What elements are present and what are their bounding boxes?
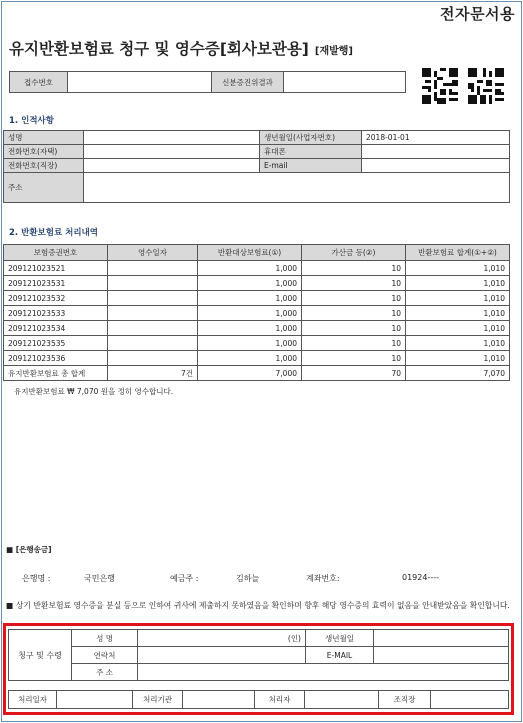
receipt-date	[108, 306, 198, 321]
title-sub: [재발행]	[314, 46, 353, 57]
account-number-value: 01924----	[402, 573, 439, 582]
refund-table	[3, 244, 510, 381]
row-total: 1,010	[406, 321, 510, 336]
id-check-label: 신분증진위결과	[212, 72, 284, 93]
name-label: 성명	[4, 131, 84, 145]
claimant-birth-value	[374, 630, 509, 647]
total-row	[4, 366, 510, 381]
loss-notice: ■ 상기 반환보험료 영수증을 분실 등으로 인하여 귀사에 제출하지 못하였음을 확인하며 향후 해당 영수증의 효력이 없음을 안내받았음을 확인합니다.	[6, 601, 510, 610]
receipt-number-label: 접수번호	[10, 72, 68, 93]
col-header: 영수일자	[108, 245, 198, 261]
receipt-table	[9, 71, 406, 93]
refund-amount: 1,000	[198, 351, 302, 366]
table-row	[4, 276, 510, 291]
title-text: 유지반환보험료 청구 및 영수증[회사보관용]	[9, 40, 309, 58]
home-phone-label: 전화번호(자택)	[4, 145, 84, 159]
additional-amount: 10	[302, 306, 406, 321]
refund-header-row	[4, 245, 510, 261]
total-count: 7건	[108, 366, 198, 381]
refund-amount: 1,000	[198, 261, 302, 276]
col-header: 보험증권번호	[4, 245, 108, 261]
qr-code-icon	[468, 68, 504, 104]
address-label: 주소	[4, 173, 84, 203]
receipt-date	[108, 336, 198, 351]
page-title	[9, 37, 353, 59]
col-header: 가산금 등(②)	[302, 245, 406, 261]
refund-amount: 1,000	[198, 276, 302, 291]
bank-section-title: ■ [은행송금]	[6, 545, 52, 554]
claimant-email-label: E-MAIL	[306, 647, 374, 664]
id-check-value	[284, 72, 406, 93]
policy-number: 209121023531	[4, 276, 108, 291]
receipt-date	[108, 291, 198, 306]
table-row	[4, 351, 510, 366]
table-row	[4, 336, 510, 351]
row-total: 1,010	[406, 351, 510, 366]
claimant-address-label: 주 소	[72, 664, 138, 681]
process-org-label: 처리기관	[133, 691, 183, 709]
section2-title: 2. 반환보험료 처리내역	[9, 228, 98, 238]
work-phone-value	[84, 159, 260, 173]
row-total: 1,010	[406, 276, 510, 291]
additional-amount: 10	[302, 351, 406, 366]
table-row	[4, 306, 510, 321]
policy-number: 209121023532	[4, 291, 108, 306]
table-row	[4, 261, 510, 276]
email-label: E-mail	[260, 159, 362, 173]
additional-amount: 10	[302, 291, 406, 306]
table-row	[4, 321, 510, 336]
receipt-date	[108, 276, 198, 291]
work-phone-label: 전화번호(직장)	[4, 159, 84, 173]
receipt-statement: 유지반환보험료 ₩ 7,070 원을 정히 영수합니다.	[14, 387, 174, 396]
additional-amount: 10	[302, 336, 406, 351]
additional-amount: 10	[302, 261, 406, 276]
receipt-date	[108, 261, 198, 276]
row-total: 1,010	[406, 306, 510, 321]
grand-total: 7,070	[406, 366, 510, 381]
refund-amount: 1,000	[198, 291, 302, 306]
col-header: 반환대상보험료(①)	[198, 245, 302, 261]
account-number-label: 계좌번호:	[306, 574, 340, 583]
claimant-name-label: 성 명	[72, 630, 138, 647]
total-additional: 70	[302, 366, 406, 381]
row-total: 1,010	[406, 291, 510, 306]
processing-table	[8, 690, 509, 709]
mobile-value	[362, 145, 510, 159]
handler-label: 처리자	[255, 691, 305, 709]
bank-info	[0, 573, 523, 585]
process-org-value	[183, 691, 255, 709]
claimant-address-value	[138, 664, 509, 681]
claimant-birth-label: 생년월일	[306, 630, 374, 647]
policy-number: 209121023533	[4, 306, 108, 321]
policy-number: 209121023536	[4, 351, 108, 366]
additional-amount: 10	[302, 276, 406, 291]
section1-title: 1. 인적사항	[9, 116, 54, 126]
contact-label: 연락처	[72, 647, 138, 664]
contact-value	[138, 647, 306, 664]
process-date-value	[57, 691, 133, 709]
total-label: 유지반환보험료 총 합계	[4, 366, 108, 381]
address-value	[84, 173, 510, 203]
doc-type-label: 전자문서용	[440, 5, 515, 23]
account-holder-value: 김하늘	[236, 574, 260, 583]
row-total: 1,010	[406, 336, 510, 351]
home-phone-value	[84, 145, 260, 159]
account-holder-label: 예금주 :	[170, 574, 199, 583]
seal-mark: (인)	[138, 630, 306, 647]
table-row	[4, 291, 510, 306]
personal-info-table	[3, 130, 510, 203]
additional-amount: 10	[302, 321, 406, 336]
manager-label: 조직장	[379, 691, 431, 709]
policy-number: 209121023521	[4, 261, 108, 276]
handler-value	[305, 691, 379, 709]
policy-number: 209121023535	[4, 336, 108, 351]
manager-value	[431, 691, 509, 709]
receipt-date	[108, 321, 198, 336]
process-date-label: 처리일자	[9, 691, 57, 709]
total-refund: 7,000	[198, 366, 302, 381]
refund-amount: 1,000	[198, 306, 302, 321]
claimant-email-value	[374, 647, 509, 664]
col-header: 반환보험료 합계(①+②)	[406, 245, 510, 261]
claim-table	[8, 629, 509, 681]
refund-amount: 1,000	[198, 336, 302, 351]
receipt-number-value	[68, 72, 212, 93]
birth-label: 생년월일(사업자번호)	[260, 131, 362, 145]
policy-number: 209121023534	[4, 321, 108, 336]
bank-name-label: 은행명 :	[22, 574, 51, 583]
row-total: 1,010	[406, 261, 510, 276]
claim-row-label: 청구 및 수령	[9, 630, 72, 681]
refund-amount: 1,000	[198, 321, 302, 336]
mobile-label: 휴대폰	[260, 145, 362, 159]
email-value	[362, 159, 510, 173]
name-value	[84, 131, 260, 145]
qr-code-icon	[422, 68, 458, 104]
birth-value: 2018-01-01	[362, 131, 510, 145]
receipt-date	[108, 351, 198, 366]
bank-name-value: 국민은행	[84, 574, 115, 583]
